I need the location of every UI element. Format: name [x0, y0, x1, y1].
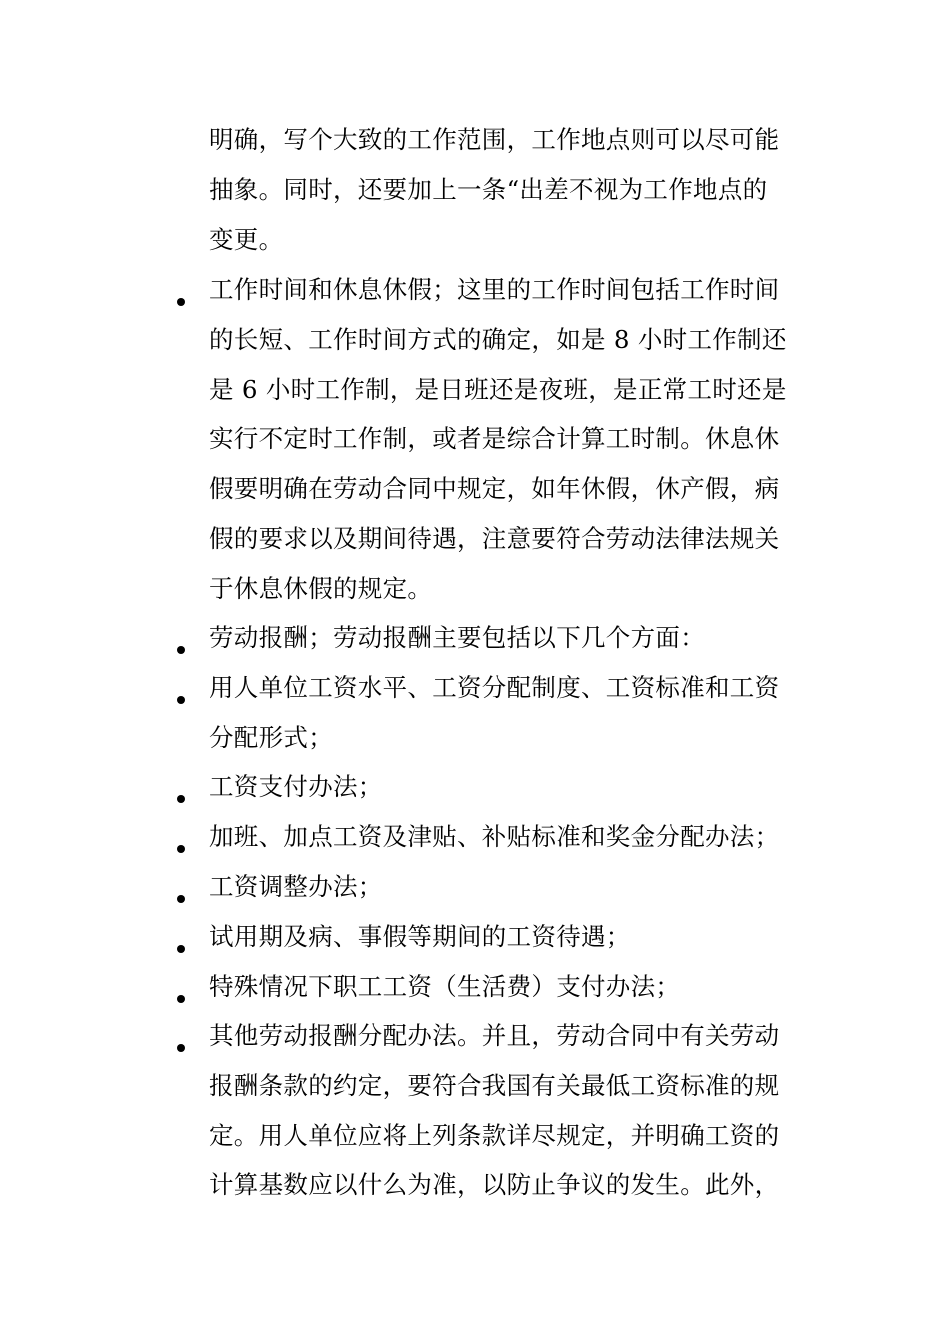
paragraph-line: 变更。: [209, 224, 284, 254]
paragraph-line: 加班、加点工资及津贴、补贴标准和奖金分配办法；: [209, 822, 780, 851]
bullet-icon: [177, 945, 185, 953]
paragraph-line: 实行不定时工作制，或者是综合计算工时制。休息休: [209, 424, 780, 454]
list-item-wage-level: [209, 663, 799, 763]
paragraph-line: 工作时间和休息休假；这里的工作时间包括工作时间: [209, 275, 780, 304]
bullet-icon: [177, 646, 185, 654]
paragraph-line: 抽象。同时，还要加上一条“出差不视为工作地点的: [209, 174, 768, 204]
paragraph-line: 劳动报酬；劳动报酬主要包括以下几个方面：: [209, 623, 705, 652]
paragraph-line: 假的要求以及期间待遇，注意要符合劳动法律法规关: [209, 523, 780, 553]
bullet-icon: [177, 995, 185, 1003]
bullet-icon: [177, 795, 185, 803]
list-item-overtime: [209, 812, 799, 862]
bullet-icon: [177, 298, 185, 306]
list-item-working-hours: [209, 265, 799, 614]
list-item-probation: [209, 912, 799, 962]
list-item-other-remuneration: [209, 1011, 799, 1210]
paragraph-line: 工资调整办法；: [209, 872, 383, 901]
paragraph-line: 是 6 小时工作制，是日班还是夜班，是正常工时还是: [209, 374, 787, 404]
paragraph-line: 其他劳动报酬分配办法。并且，劳动合同中有关劳动: [209, 1021, 780, 1050]
list-item-wage-adjustment: [209, 862, 799, 912]
bullet-icon: [177, 1044, 185, 1052]
paragraph-line: 用人单位工资水平、工资分配制度、工资标准和工资: [209, 673, 780, 702]
paragraph-line: 的长短、工作时间方式的确定，如是 8 小时工作制还: [209, 324, 787, 354]
continuation-paragraph: [209, 115, 799, 264]
list-item-special-circumstances: [209, 962, 799, 1012]
paragraph-line: 计算基数应以什么为准，以防止争议的发生。此外，: [209, 1170, 780, 1200]
paragraph-line: 特殊情况下职工工资（生活费）支付办法；: [209, 972, 681, 1001]
paragraph-line: 试用期及病、事假等期间的工资待遇；: [209, 922, 631, 951]
bullet-icon: [177, 696, 185, 704]
paragraph-line: 假要明确在劳动合同中规定，如年休假，休产假，病: [209, 474, 780, 504]
paragraph-line: 分配形式；: [209, 722, 333, 752]
paragraph-line: 报酬条款的约定，要符合我国有关最低工资标准的规: [209, 1070, 780, 1100]
paragraph-line: 于休息休假的规定。: [209, 573, 433, 603]
paragraph-line: 工资支付办法；: [209, 772, 383, 801]
paragraph-line: 定。用人单位应将上列条款详尽规定，并明确工资的: [209, 1120, 780, 1150]
paragraph-line: 明确，写个大致的工作范围，工作地点则可以尽可能: [209, 125, 780, 154]
list-item-remuneration: [209, 613, 799, 663]
list-item-wage-payment: [209, 762, 799, 812]
bullet-icon: [177, 845, 185, 853]
bullet-icon: [177, 895, 185, 903]
